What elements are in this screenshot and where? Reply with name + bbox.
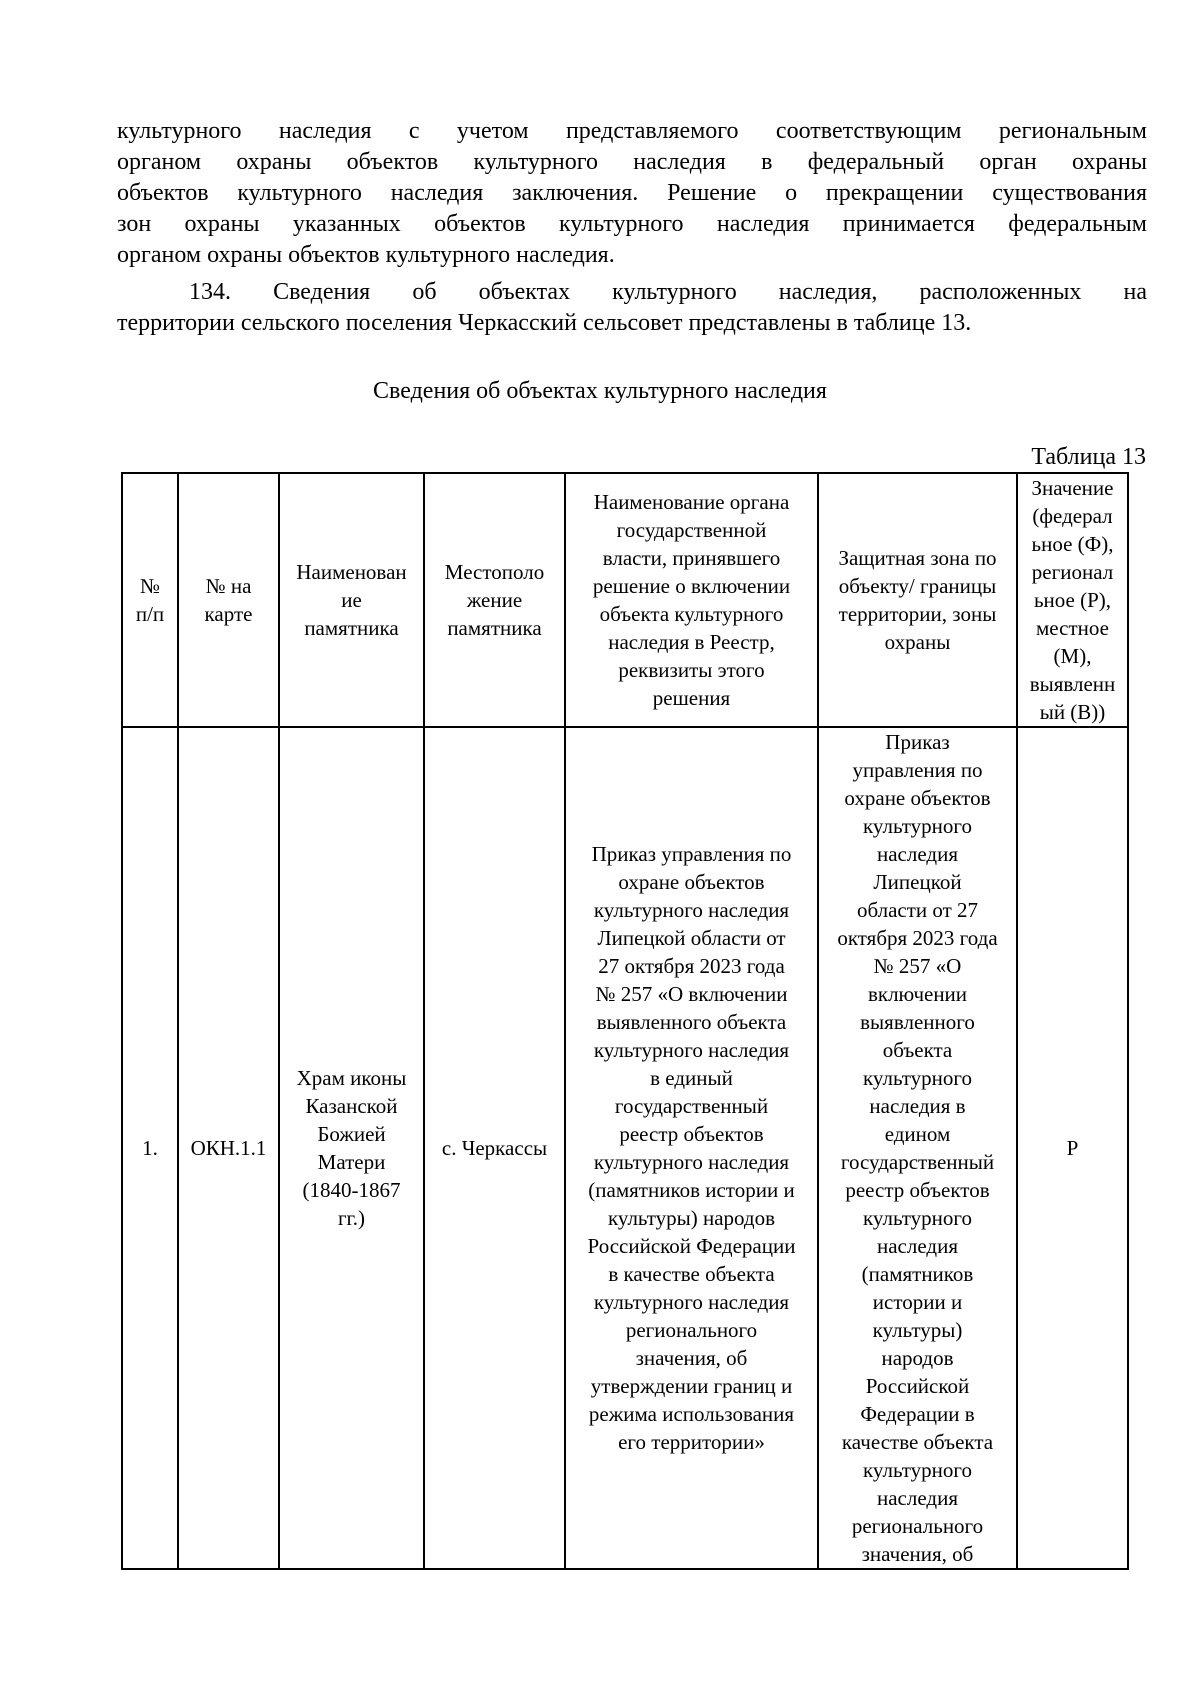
header-cell-location: Местополо жение памятника	[424, 473, 565, 727]
table-number-label: Таблица 13	[1031, 444, 1146, 470]
header-cell-significance: Значение (федерал ьное (Ф), регионал ьное (Р), местное (М), выявленн ый (В))	[1017, 473, 1128, 727]
table-caption: Сведения об объектах культурного наследия	[373, 378, 827, 404]
paragraph-line: 134. Сведения об объектах культурного наследия, расположенных на	[189, 279, 1147, 305]
paragraph-line: зон охраны указанных объектов культурного наследия принимается федеральным	[117, 211, 1147, 237]
paragraph-line: территории сельского поселения Черкасский сельсовет представлены в таблице 13.	[117, 310, 972, 336]
cell-decision: Приказ управления по охране объектов культурного наследия Липецкой области от 27 октября 2023 года № 257 «О включении выявленного объекта культурного наследия в единый государственный реестр объектов культурного наследия (памятников истории и культуры) народов Российской Федерации в качестве объекта культурного наследия регионального значения, об утверждении границ и режима использования его территории»	[565, 727, 818, 1569]
paragraph-line: объектов культурного наследия заключения. Решение о прекращении существования	[117, 180, 1147, 206]
table-row	[122, 727, 1128, 1569]
cell-protection-zone: Приказ управления по охране объектов культурного наследия Липецкой области от 27 октября 2023 года № 257 «О включении выявленного объекта культурного наследия в едином государственный реестр объектов культурного наследия (памятников истории и культуры) народов Российской Федерации в качестве объекта культурного наследия регионального значения, об	[818, 727, 1017, 1569]
cell-monument-name: Храм иконы Казанской Божией Матери (1840-1867 гг.)	[279, 727, 424, 1569]
paragraph-line: органом охраны объектов культурного наследия в федеральный орган охраны	[117, 149, 1147, 175]
header-cell-map-number: № на карте	[178, 473, 279, 727]
cell-map-number: ОКН.1.1	[178, 727, 279, 1569]
cell-number: 1.	[122, 727, 178, 1569]
header-cell-decision-authority: Наименование органа государственной власти, принявшего решение о включении объекта культурного наследия в Реестр, реквизиты этого решения	[565, 473, 818, 727]
cell-location: с. Черкассы	[424, 727, 565, 1569]
header-cell-protection-zone: Защитная зона по объекту/ границы территории, зоны охраны	[818, 473, 1017, 727]
table-header-row	[122, 473, 1128, 727]
heritage-objects-table	[121, 472, 1129, 1570]
body-paragraph-1	[117, 116, 1147, 271]
cell-significance: Р	[1017, 727, 1128, 1569]
paragraph-line: культурного наследия с учетом представляемого соответствующим региональным	[117, 118, 1147, 144]
paragraph-line: органом охраны объектов культурного наследия.	[117, 242, 615, 268]
body-paragraph-2	[117, 277, 1147, 339]
header-cell-number: № п/п	[122, 473, 178, 727]
header-cell-monument-name: Наименован ие памятника	[279, 473, 424, 727]
